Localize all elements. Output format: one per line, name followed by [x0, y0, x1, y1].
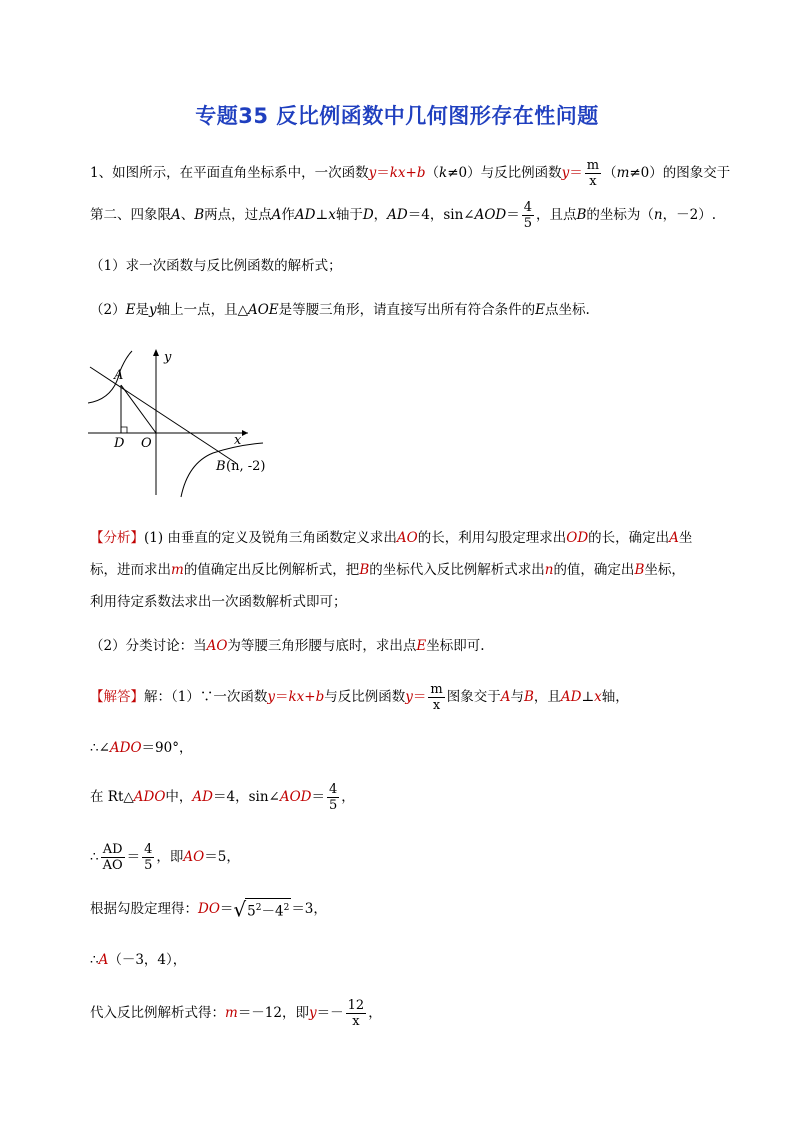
analysis-line-3: 利用待定系数法求出一次函数解析式即可；: [90, 594, 347, 610]
square-root: $√5^2-4^2$: [233, 897, 290, 922]
question-1: （1）求一次函数与反比例函数的解析式；: [90, 258, 342, 274]
problem-line-1: 1、如图所示，在平面直角坐标系中，一次函数y＝kx+b（k≠0）与反比例函数y＝ $\frac{m}{x}$ （m≠0）的图象交于: [90, 158, 731, 189]
fraction-AD-over-AO: $\frac{AD}{AO}$: [102, 842, 123, 873]
coordinate-figure: [88, 345, 288, 505]
y-axis-arrow: [153, 349, 159, 356]
analysis-line-4: （2）分类讨论：当AO为等腰三角形腰与底时，求出点E坐标即可.: [90, 638, 485, 654]
fraction-m-over-x: $\frac{m}{x}$: [430, 682, 443, 713]
label-B-coord: (n, -2): [226, 459, 266, 474]
label-D: D: [114, 436, 125, 451]
problem-line-2: 第二、四象限A、B两点，过点A作AD⊥x轴于D，AD＝4，sin∠AOD＝ $\frac{4}{5}$ ，且点B的坐标为（n，－2）.: [90, 200, 717, 231]
hyperbola-branch-upper: [88, 351, 132, 403]
linear-function-line: [90, 367, 236, 463]
label-B: B: [216, 459, 226, 474]
question-2: （2）E是y轴上一点，且△AOE是等腰三角形，请直接写出所有符合条件的E点坐标.: [90, 302, 590, 318]
label-A: A: [114, 368, 124, 383]
fraction-4-over-5: $\frac{4}{5}$: [144, 842, 153, 873]
solution-line-7: 代入反比例解析式得：m＝－12，即y＝－ $\frac{12}{x}$ ，: [90, 998, 382, 1029]
fraction-12-over-x: $\frac{12}{x}$: [347, 998, 365, 1029]
solution-line-2: ∴∠ADO＝90°，: [90, 740, 193, 756]
solution-line-6: ∴A（－3，4），: [90, 952, 187, 968]
solution-line-4: ∴ $\frac{AD}{AO}$ ＝ $\frac{4}{5}$ ，即AO＝5，: [90, 842, 240, 873]
solution-line-3: 在 Rt△ADO中，AD＝4，sin∠AOD＝ $\frac{4}{5}$ ，: [90, 782, 355, 813]
page-title: 专题35 反比例函数中几何图形存在性问题: [195, 104, 599, 128]
right-angle-marker: [121, 427, 127, 433]
analysis-line-2: 标，进而求出m的值确定出反比例解析式，把B的坐标代入反比例解析式求出n的值，确定出B坐标，: [90, 562, 685, 578]
x-axis-arrow: [242, 430, 248, 436]
fraction-4-over-5: $\frac{4}{5}$: [328, 782, 338, 813]
segment-AO: [121, 385, 156, 433]
solution-line-5: 根据勾股定理得：$DO=√5^2-4^2 =3$，: [90, 897, 327, 922]
fraction-4-over-5: $\frac{4}{5}$: [523, 200, 532, 231]
label-O: O: [141, 436, 152, 451]
solution-line-1: 【解答】解：（1）∵一次函数y＝kx+b与反比例函数y＝ $\frac{m}{x}$ 图象交于A与B，且AD⊥x轴，: [90, 682, 629, 713]
analysis-line-1: 【分析】(1) 由垂直的定义及锐角三角函数定义求出AO的长，利用勾股定理求出OD的长，确定出A坐: [90, 530, 693, 546]
label-y: y: [164, 350, 172, 365]
label-x: x: [234, 433, 242, 448]
fraction-m-over-x: $\frac{m}{x}$: [586, 158, 600, 189]
